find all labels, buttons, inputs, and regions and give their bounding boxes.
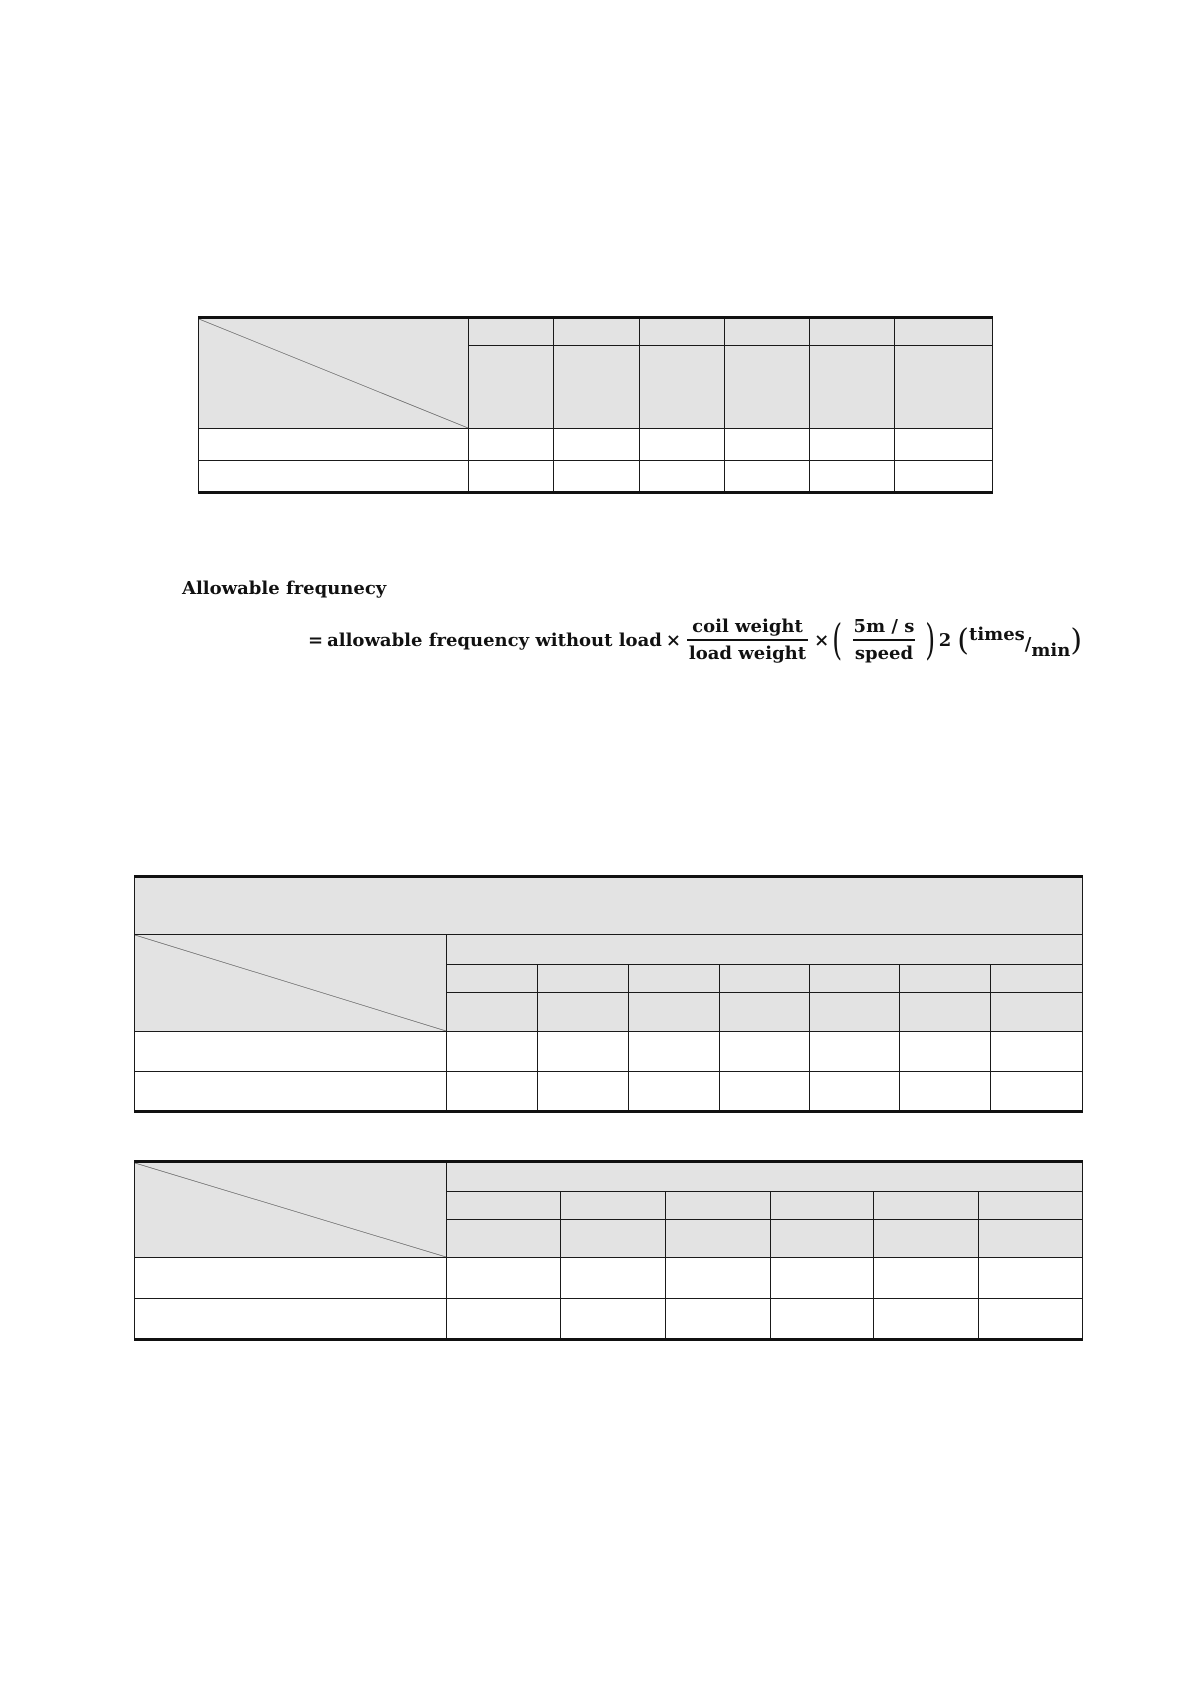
table-cell xyxy=(538,1032,629,1072)
table-cell xyxy=(447,1299,561,1340)
table-1-subheader-cell xyxy=(810,346,895,429)
table-3-subheader-cell xyxy=(874,1220,979,1258)
table-3-subheader-cell xyxy=(979,1220,1083,1258)
table-cell xyxy=(629,1032,720,1072)
diagonal-line xyxy=(135,935,446,1031)
table-1-subheader-cell xyxy=(554,346,640,429)
weight-ratio-fraction xyxy=(687,616,808,664)
table-2-title-cell xyxy=(135,877,1083,935)
table-2-subheader-cell xyxy=(720,993,810,1032)
table-row xyxy=(135,1299,1083,1340)
formula-expression xyxy=(308,610,1082,670)
table-cell xyxy=(554,429,640,461)
table-2-header-cell xyxy=(900,965,991,993)
table-1 xyxy=(198,316,993,494)
table-cell xyxy=(538,1072,629,1112)
table-1-header-cell xyxy=(640,318,725,346)
unit-numerator: times xyxy=(969,623,1025,645)
table-1-header-cell xyxy=(725,318,810,346)
open-paren: ( xyxy=(832,615,843,664)
table-cell xyxy=(629,1072,720,1112)
table-3-subheader-cell xyxy=(561,1220,666,1258)
table-cell xyxy=(666,1299,771,1340)
speed-ratio-group xyxy=(829,616,939,664)
exponent: 2 xyxy=(938,629,952,651)
table-cell xyxy=(991,1032,1083,1072)
unit-open-paren: ( xyxy=(957,622,969,658)
table-2-group-header-cell xyxy=(447,935,1083,965)
fraction-denominator: speed xyxy=(853,639,915,664)
table-cell xyxy=(554,461,640,493)
table-row xyxy=(135,1258,1083,1299)
speed-ratio-fraction xyxy=(852,616,917,664)
table-2-subheader-cell xyxy=(991,993,1083,1032)
table-cell xyxy=(561,1299,666,1340)
fraction-numerator: coil weight xyxy=(692,616,803,637)
table-3-corner-cell xyxy=(135,1162,447,1258)
table-2-header-cell xyxy=(538,965,629,993)
formula-lead-text: allowable frequency without load xyxy=(327,629,662,651)
table-3-subheader-cell xyxy=(447,1220,561,1258)
table-cell xyxy=(720,1072,810,1112)
times-sign: × xyxy=(665,629,681,651)
table-row xyxy=(135,1032,1083,1072)
unit-close-paren: ) xyxy=(1070,622,1083,658)
table-3-subheader-cell xyxy=(666,1220,771,1258)
formula-label: Allowable frequnecy xyxy=(182,578,387,599)
table-cell xyxy=(447,1258,561,1299)
table-cell xyxy=(900,1032,991,1072)
table-row xyxy=(135,1072,1083,1112)
table-cell xyxy=(979,1299,1083,1340)
table-cell xyxy=(810,461,895,493)
table-1-header-cell xyxy=(554,318,640,346)
equals-sign: = xyxy=(308,629,324,651)
times-sign: × xyxy=(814,629,830,651)
table-3-header-cell xyxy=(447,1192,561,1220)
close-paren: ) xyxy=(925,615,936,664)
table-cell xyxy=(895,429,993,461)
table-2-corner-cell xyxy=(135,935,447,1032)
table-2-header-cell xyxy=(720,965,810,993)
table-1-row-label-cell xyxy=(199,461,469,493)
table-cell xyxy=(640,461,725,493)
diagonal-line xyxy=(135,1163,446,1257)
table-cell xyxy=(561,1258,666,1299)
table-cell xyxy=(666,1258,771,1299)
diagonal-line xyxy=(199,319,468,428)
table-cell xyxy=(874,1258,979,1299)
table-1-header-cell xyxy=(469,318,554,346)
table-cell xyxy=(874,1299,979,1340)
table-row xyxy=(199,429,993,461)
table-cell xyxy=(979,1258,1083,1299)
table-2-header-cell xyxy=(629,965,720,993)
table-1-subheader-cell xyxy=(895,346,993,429)
table-3-group-header-cell xyxy=(447,1162,1083,1192)
table-2-header-cell xyxy=(810,965,900,993)
table-cell xyxy=(900,1072,991,1112)
table-2-subheader-cell xyxy=(538,993,629,1032)
allowable-frequency-formula xyxy=(182,574,1083,674)
table-3-subheader-cell xyxy=(771,1220,874,1258)
fraction-numerator: 5m / s xyxy=(853,616,915,637)
table-3-row-label-cell xyxy=(135,1258,447,1299)
table-1-subheader-cell xyxy=(725,346,810,429)
table-2-header-cell xyxy=(991,965,1083,993)
table-2-subheader-cell xyxy=(629,993,720,1032)
table-cell xyxy=(991,1072,1083,1112)
table-cell xyxy=(810,429,895,461)
unit-slash: / xyxy=(1024,633,1032,655)
table-cell xyxy=(720,1032,810,1072)
table-cell xyxy=(447,1072,538,1112)
table-cell xyxy=(469,461,554,493)
table-cell xyxy=(640,429,725,461)
table-cell xyxy=(725,429,810,461)
table-1-subheader-cell xyxy=(640,346,725,429)
table-1-header-cell xyxy=(895,318,993,346)
table-3-header-cell xyxy=(561,1192,666,1220)
unit-times-per-min xyxy=(957,622,1083,661)
table-2-subheader-cell xyxy=(900,993,991,1032)
table-2-header-cell xyxy=(447,965,538,993)
table-cell xyxy=(771,1299,874,1340)
table-3-header-cell xyxy=(666,1192,771,1220)
table-1-corner-cell xyxy=(199,318,469,429)
table-1-row-label-cell xyxy=(199,429,469,461)
table-cell xyxy=(895,461,993,493)
fraction-denominator: load weight xyxy=(687,639,808,664)
table-cell xyxy=(771,1258,874,1299)
table-3 xyxy=(134,1160,1083,1341)
table-2-row-label-cell xyxy=(135,1072,447,1112)
table-2-row-label-cell xyxy=(135,1032,447,1072)
table-cell xyxy=(447,1032,538,1072)
table-3-header-cell xyxy=(979,1192,1083,1220)
table-3-row-label-cell xyxy=(135,1299,447,1340)
table-cell xyxy=(810,1072,900,1112)
table-2-subheader-cell xyxy=(447,993,538,1032)
table-1-header-cell xyxy=(810,318,895,346)
table-2 xyxy=(134,875,1083,1113)
table-cell xyxy=(725,461,810,493)
unit-denominator: min xyxy=(1031,639,1071,661)
table-3-header-cell xyxy=(771,1192,874,1220)
table-2-subheader-cell xyxy=(810,993,900,1032)
table-1-subheader-cell xyxy=(469,346,554,429)
table-3-header-cell xyxy=(874,1192,979,1220)
table-row xyxy=(199,461,993,493)
table-cell xyxy=(469,429,554,461)
table-cell xyxy=(810,1032,900,1072)
